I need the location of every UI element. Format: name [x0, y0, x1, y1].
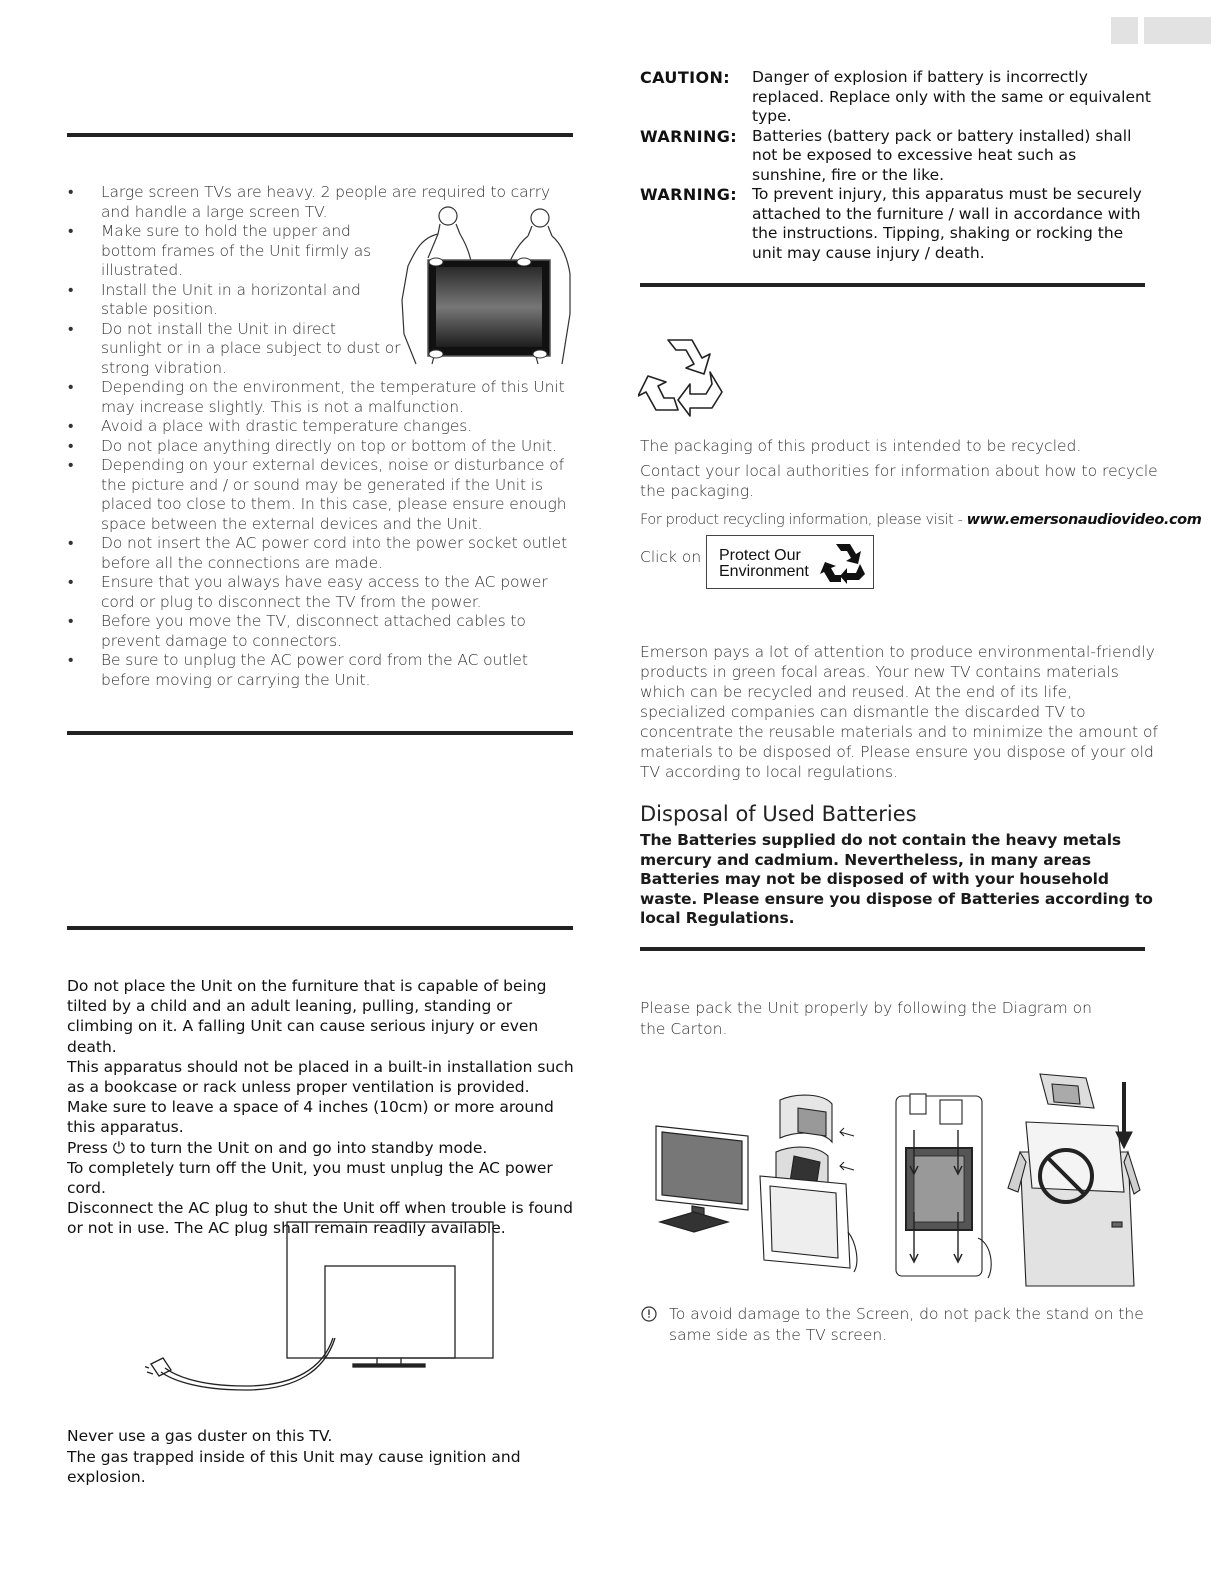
click-on-label: Click on: [640, 548, 702, 566]
warning-text: To prevent injury, this apparatus must be securely attached to the furniture / wall in accordance with the instructions. Tipping, shaking or rocking the unit may cause injury / death.: [752, 185, 1142, 262]
warning-row: [640, 127, 1155, 186]
paragraph: To completely turn off the Unit, you must unplug the AC power cord.: [67, 1158, 553, 1198]
section-rule: [640, 947, 1145, 951]
visit-prefix: For product recycling information, please visit -: [640, 512, 967, 528]
bullet-item: • Do not insert the AC power cord into the power socket outlet before all the connections are made.: [66, 534, 576, 573]
batteries-heading: Disposal of Used Batteries: [640, 802, 917, 826]
carton-box: [1008, 1074, 1140, 1286]
recycle-icon: [638, 334, 726, 418]
protect-line-2: Environment: [719, 563, 809, 580]
gas-line-2: The gas trapped inside of this Unit may cause ignition and explosion.: [67, 1447, 521, 1486]
recycle-text-2: Contact your local authorities for information about how to recycle the packaging.: [640, 462, 1158, 500]
caution-label: CAUTION:: [640, 68, 731, 87]
warning-row: [640, 68, 1155, 127]
bullet-item: • Depending on the environment, the temperature of this Unit may increase slightly. This is not a malfunction.: [66, 378, 576, 417]
page-tab: [1144, 17, 1211, 44]
paragraph: Do not place the Unit on the furniture that is capable of being tilted by a child and an adult leaning, pulling, standing or climbing on it. A falling Unit can cause serious injury or even death.: [67, 977, 547, 1056]
tipping-safety-text: [67, 976, 582, 1239]
battery-warnings: [640, 68, 1155, 263]
paragraph: Disconnect the AC plug to shut the Unit off when trouble is found or not in use. The AC plug shall remain readily available.: [67, 1199, 573, 1238]
tv-facedown-with-parts: [760, 1095, 857, 1272]
warning-row: [640, 185, 1155, 263]
section-rule: [640, 283, 1145, 287]
bullet-item: • Large screen TVs are heavy. 2 people are required to carry and handle a large screen TV.: [66, 183, 576, 222]
recycle-text-1: The packaging of this product is intended to be recycled.: [640, 437, 1082, 455]
warning-text: Batteries (battery pack or battery installed) shall not be exposed to excessive heat such as sunshine, fire or the like.: [752, 126, 1132, 184]
bullet-item: • Do not install the Unit in direct sunlight or in a place subject to dust or strong vibration.: [66, 320, 401, 379]
packing-diagram-illustration: [648, 1072, 1144, 1290]
bullet-item: • Make sure to hold the upper and bottom frames of the Unit firmly as illustrated.: [66, 222, 401, 281]
bullet-item: • Install the Unit in a horizontal and stable position.: [66, 281, 401, 320]
tv-on-stand: [656, 1126, 748, 1232]
page-tab: [1111, 17, 1138, 44]
warning-text: Danger of explosion if battery is incorrectly replaced. Replace only with the same or equivalent type.: [752, 68, 1151, 125]
bullet-item: • Avoid a place with drastic temperature changes.: [66, 417, 576, 437]
tv-with-power-cord-illustration: [145, 1218, 500, 1398]
bullet-item: • Before you move the TV, disconnect attached cables to prevent damage to connectors.: [66, 612, 576, 651]
protect-line-1: Protect Our: [719, 547, 801, 564]
packing-text: Please pack the Unit properly by following the Diagram on the Carton.: [640, 999, 1092, 1038]
section-rule: [67, 731, 573, 735]
paragraph: This apparatus should not be placed in a built-in installation such as a bookcase or rack unless proper ventilation is provided.: [67, 1057, 574, 1097]
paragraph: Make sure to leave a space of 4 inches (10cm) or more around this apparatus.: [67, 1098, 554, 1137]
note-text: To avoid damage to the Screen, do not pack the stand on the same side as the TV screen.: [669, 1305, 1144, 1344]
batteries-text: The Batteries supplied do not contain the heavy metals mercury and cadmium. Nevertheless, in many areas Batteries may not be disposed of with your household waste. Please ensure you dispose of Batteries according to local Regulations.: [640, 831, 1153, 927]
bullet-item: • Depending on your external devices, noise or disturbance of the picture and / or sound may be generated if the Unit is placed too close to them. In this case, please ensure enough space between the external devices and the Unit.: [66, 456, 576, 534]
bullet-item: • Do not place anything directly on top or bottom of the Unit.: [66, 437, 576, 457]
visit-url-link[interactable]: www.emersonaudiovideo.com: [966, 512, 1202, 528]
page-tabs: [1111, 17, 1211, 44]
warning-label: WARNING:: [640, 126, 738, 146]
paragraph: Press ⏻ to turn the Unit on and go into standby mode.: [67, 1138, 488, 1157]
recycle-logo-icon: [820, 540, 866, 586]
protect-our-environment-button[interactable]: [706, 535, 874, 589]
bullet-item: • Ensure that you always have easy access to the AC power cord or plug to disconnect the TV from the power.: [66, 573, 576, 612]
note-icon: [640, 1304, 669, 1346]
bullet-item: • Be sure to unplug the AC power cord from the AC outlet before moving or carrying the Unit.: [66, 651, 576, 690]
packing-note: [640, 1304, 1150, 1346]
environment-text: Emerson pays a lot of attention to produce environmental-friendly products in green focal areas. Your new TV contains materials which can be recycled and reused. At the end of its life, specialized companies can dismantle the discarded TV to concentrate the reusable materials and to minimize the amount of materials to be disposed of. Please ensure you dispose of your old TV according to local regulations.: [640, 643, 1158, 781]
section-rule: [67, 926, 573, 930]
gas-line-1: Never use a gas duster on this TV.: [67, 1427, 333, 1445]
section-rule: [67, 133, 573, 137]
gas-duster-warning: [67, 1426, 587, 1488]
two-people-carrying-tv-illustration: [400, 204, 572, 368]
warning-label: WARNING:: [640, 185, 738, 204]
recycle-visit-line: [640, 512, 1201, 528]
foam-frame: [896, 1094, 991, 1278]
